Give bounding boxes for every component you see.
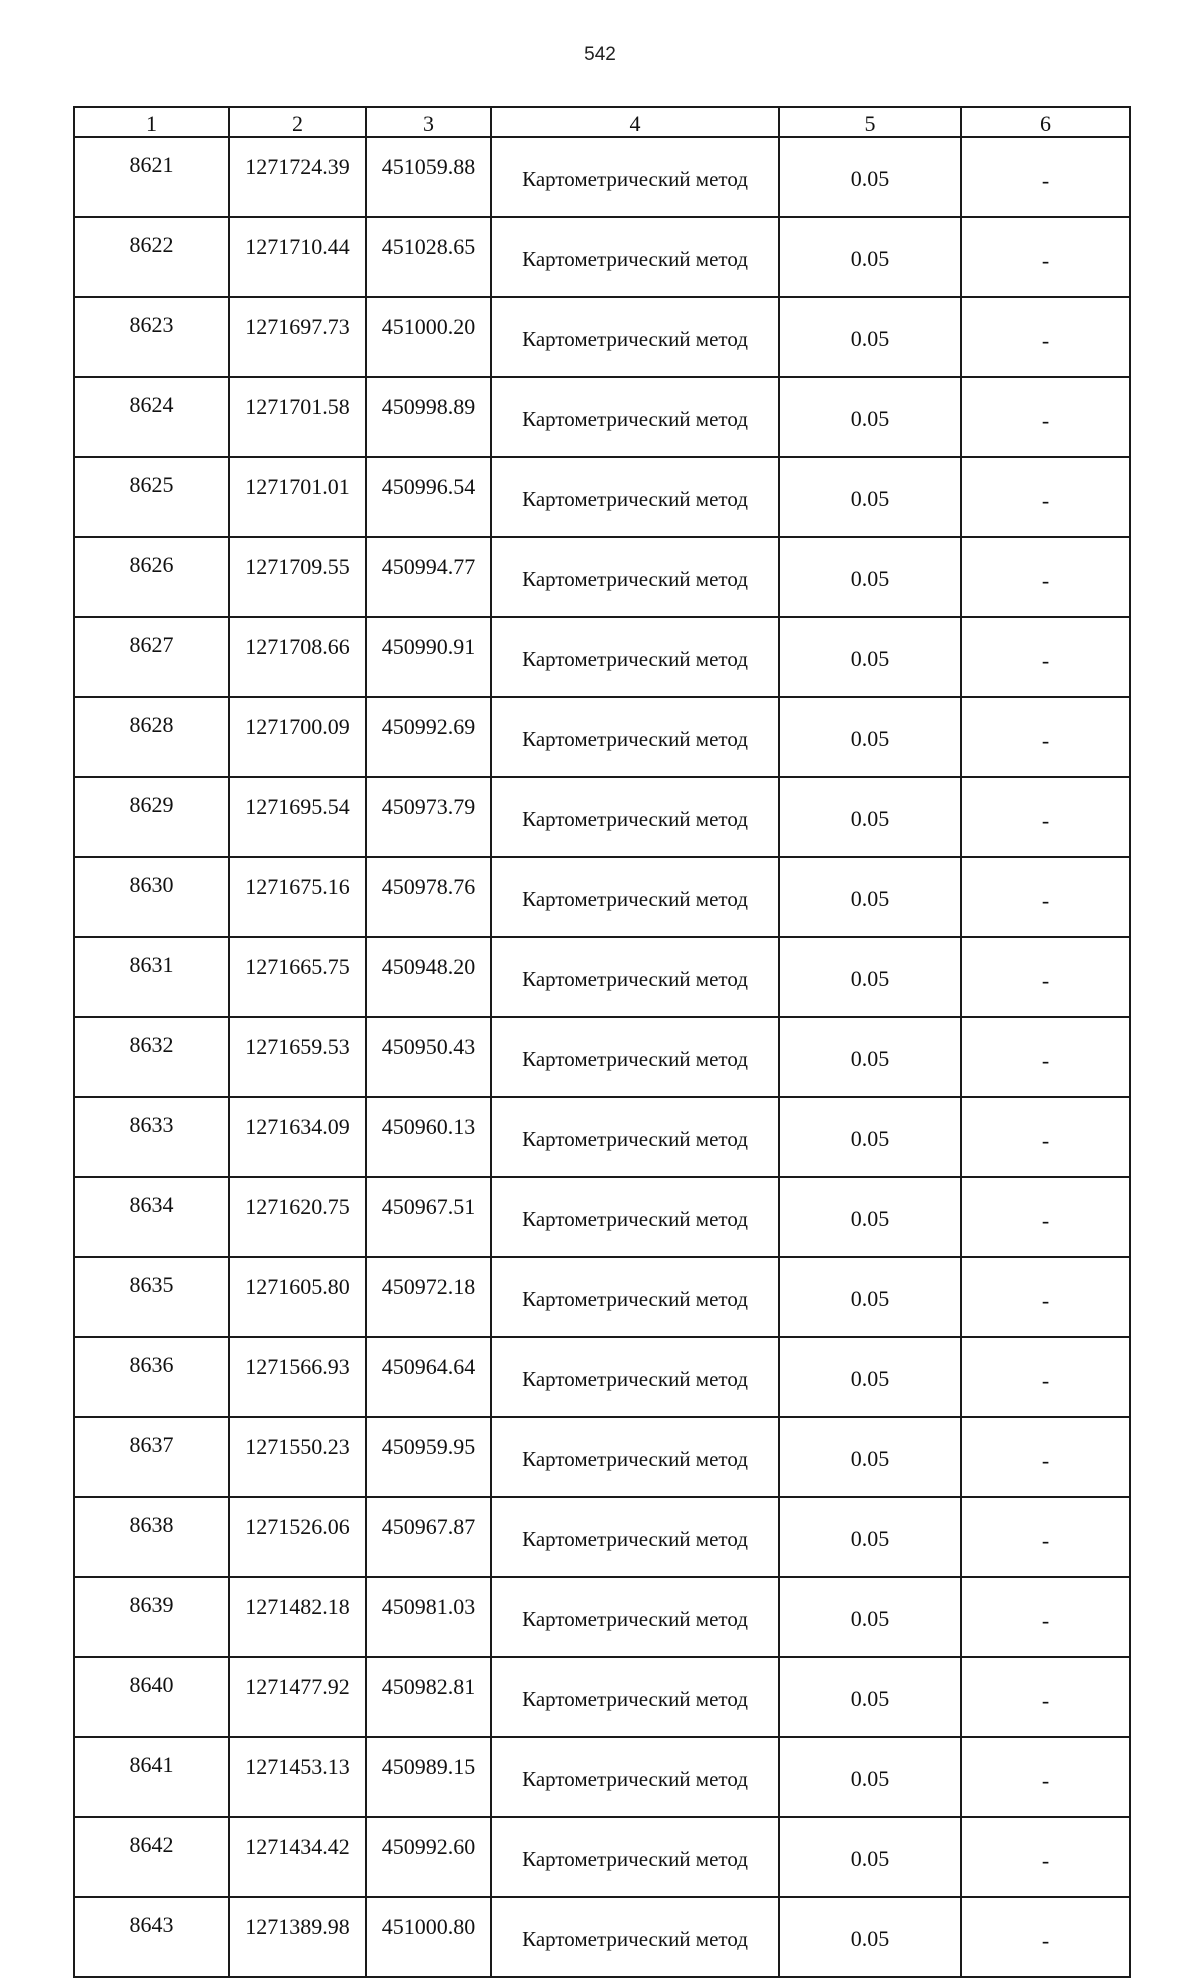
method-cell: Картометрический метод bbox=[491, 777, 779, 857]
x-coordinate-cell: 1271701.58 bbox=[229, 377, 366, 457]
table-row bbox=[74, 1417, 1130, 1497]
note-cell: - bbox=[961, 1737, 1130, 1817]
note-cell: - bbox=[961, 1657, 1130, 1737]
accuracy-cell: 0.05 bbox=[779, 777, 961, 857]
note-cell: - bbox=[961, 377, 1130, 457]
coordinates-table bbox=[73, 106, 1131, 1978]
accuracy-cell: 0.05 bbox=[779, 377, 961, 457]
y-coordinate-cell: 450992.60 bbox=[366, 1817, 491, 1897]
method-cell: Картометрический метод bbox=[491, 137, 779, 217]
method-cell: Картометрический метод bbox=[491, 937, 779, 1017]
table-row bbox=[74, 1017, 1130, 1097]
point-number-cell: 8632 bbox=[74, 1017, 229, 1097]
x-coordinate-cell: 1271659.53 bbox=[229, 1017, 366, 1097]
table-row bbox=[74, 697, 1130, 777]
y-coordinate-cell: 450982.81 bbox=[366, 1657, 491, 1737]
note-cell: - bbox=[961, 1817, 1130, 1897]
table-row bbox=[74, 457, 1130, 537]
method-cell: Картометрический метод bbox=[491, 457, 779, 537]
x-coordinate-cell: 1271477.92 bbox=[229, 1657, 366, 1737]
x-coordinate-cell: 1271482.18 bbox=[229, 1577, 366, 1657]
note-cell: - bbox=[961, 137, 1130, 217]
y-coordinate-cell: 450972.18 bbox=[366, 1257, 491, 1337]
point-number-cell: 8634 bbox=[74, 1177, 229, 1257]
y-coordinate-cell: 450964.64 bbox=[366, 1337, 491, 1417]
table-row bbox=[74, 217, 1130, 297]
y-coordinate-cell: 450996.54 bbox=[366, 457, 491, 537]
note-cell: - bbox=[961, 1257, 1130, 1337]
x-coordinate-cell: 1271695.54 bbox=[229, 777, 366, 857]
method-cell: Картометрический метод bbox=[491, 1737, 779, 1817]
point-number-cell: 8640 bbox=[74, 1657, 229, 1737]
accuracy-cell: 0.05 bbox=[779, 1017, 961, 1097]
table-row bbox=[74, 1177, 1130, 1257]
note-cell: - bbox=[961, 1017, 1130, 1097]
method-cell: Картометрический метод bbox=[491, 297, 779, 377]
point-number-cell: 8629 bbox=[74, 777, 229, 857]
accuracy-cell: 0.05 bbox=[779, 1177, 961, 1257]
method-cell: Картометрический метод bbox=[491, 1657, 779, 1737]
point-number-cell: 8628 bbox=[74, 697, 229, 777]
accuracy-cell: 0.05 bbox=[779, 1497, 961, 1577]
x-coordinate-cell: 1271665.75 bbox=[229, 937, 366, 1017]
method-cell: Картометрический метод bbox=[491, 1817, 779, 1897]
method-cell: Картометрический метод bbox=[491, 1257, 779, 1337]
accuracy-cell: 0.05 bbox=[779, 1417, 961, 1497]
table-row bbox=[74, 377, 1130, 457]
table-row bbox=[74, 1497, 1130, 1577]
y-coordinate-cell: 450967.51 bbox=[366, 1177, 491, 1257]
table-row bbox=[74, 297, 1130, 377]
note-cell: - bbox=[961, 1097, 1130, 1177]
method-cell: Картометрический метод bbox=[491, 1897, 779, 1977]
table-row bbox=[74, 537, 1130, 617]
header-col-4: 4 bbox=[491, 107, 779, 137]
y-coordinate-cell: 450948.20 bbox=[366, 937, 491, 1017]
table-row bbox=[74, 1097, 1130, 1177]
accuracy-cell: 0.05 bbox=[779, 217, 961, 297]
point-number-cell: 8635 bbox=[74, 1257, 229, 1337]
x-coordinate-cell: 1271634.09 bbox=[229, 1097, 366, 1177]
x-coordinate-cell: 1271526.06 bbox=[229, 1497, 366, 1577]
note-cell: - bbox=[961, 1177, 1130, 1257]
point-number-cell: 8630 bbox=[74, 857, 229, 937]
y-coordinate-cell: 450989.15 bbox=[366, 1737, 491, 1817]
header-col-5: 5 bbox=[779, 107, 961, 137]
method-cell: Картометрический метод bbox=[491, 537, 779, 617]
y-coordinate-cell: 450959.95 bbox=[366, 1417, 491, 1497]
x-coordinate-cell: 1271697.73 bbox=[229, 297, 366, 377]
method-cell: Картометрический метод bbox=[491, 1577, 779, 1657]
x-coordinate-cell: 1271710.44 bbox=[229, 217, 366, 297]
note-cell: - bbox=[961, 857, 1130, 937]
header-col-1: 1 bbox=[74, 107, 229, 137]
point-number-cell: 8623 bbox=[74, 297, 229, 377]
x-coordinate-cell: 1271389.98 bbox=[229, 1897, 366, 1977]
x-coordinate-cell: 1271724.39 bbox=[229, 137, 366, 217]
note-cell: - bbox=[961, 457, 1130, 537]
x-coordinate-cell: 1271550.23 bbox=[229, 1417, 366, 1497]
table-row bbox=[74, 137, 1130, 217]
point-number-cell: 8639 bbox=[74, 1577, 229, 1657]
header-col-2: 2 bbox=[229, 107, 366, 137]
point-number-cell: 8622 bbox=[74, 217, 229, 297]
table-row bbox=[74, 937, 1130, 1017]
y-coordinate-cell: 450990.91 bbox=[366, 617, 491, 697]
y-coordinate-cell: 450950.43 bbox=[366, 1017, 491, 1097]
header-row bbox=[74, 107, 1130, 137]
table-row bbox=[74, 617, 1130, 697]
point-number-cell: 8627 bbox=[74, 617, 229, 697]
note-cell: - bbox=[961, 617, 1130, 697]
method-cell: Картометрический метод bbox=[491, 1417, 779, 1497]
x-coordinate-cell: 1271708.66 bbox=[229, 617, 366, 697]
accuracy-cell: 0.05 bbox=[779, 1817, 961, 1897]
note-cell: - bbox=[961, 537, 1130, 617]
accuracy-cell: 0.05 bbox=[779, 1897, 961, 1977]
point-number-cell: 8641 bbox=[74, 1737, 229, 1817]
accuracy-cell: 0.05 bbox=[779, 697, 961, 777]
table-row bbox=[74, 1897, 1130, 1977]
y-coordinate-cell: 450978.76 bbox=[366, 857, 491, 937]
method-cell: Картометрический метод bbox=[491, 217, 779, 297]
table-row bbox=[74, 857, 1130, 937]
method-cell: Картометрический метод bbox=[491, 1337, 779, 1417]
method-cell: Картометрический метод bbox=[491, 1177, 779, 1257]
point-number-cell: 8636 bbox=[74, 1337, 229, 1417]
y-coordinate-cell: 450992.69 bbox=[366, 697, 491, 777]
note-cell: - bbox=[961, 1497, 1130, 1577]
method-cell: Картометрический метод bbox=[491, 697, 779, 777]
page-number: 542 bbox=[584, 44, 616, 65]
point-number-cell: 8624 bbox=[74, 377, 229, 457]
y-coordinate-cell: 451000.20 bbox=[366, 297, 491, 377]
note-cell: - bbox=[961, 217, 1130, 297]
table-row bbox=[74, 777, 1130, 857]
y-coordinate-cell: 451059.88 bbox=[366, 137, 491, 217]
point-number-cell: 8637 bbox=[74, 1417, 229, 1497]
note-cell: - bbox=[961, 1337, 1130, 1417]
point-number-cell: 8638 bbox=[74, 1497, 229, 1577]
note-cell: - bbox=[961, 937, 1130, 1017]
accuracy-cell: 0.05 bbox=[779, 1337, 961, 1417]
accuracy-cell: 0.05 bbox=[779, 137, 961, 217]
table-header bbox=[74, 107, 1130, 137]
accuracy-cell: 0.05 bbox=[779, 1737, 961, 1817]
table-body bbox=[74, 137, 1130, 1977]
y-coordinate-cell: 451028.65 bbox=[366, 217, 491, 297]
accuracy-cell: 0.05 bbox=[779, 457, 961, 537]
table-row bbox=[74, 1737, 1130, 1817]
x-coordinate-cell: 1271434.42 bbox=[229, 1817, 366, 1897]
table-row bbox=[74, 1817, 1130, 1897]
x-coordinate-cell: 1271453.13 bbox=[229, 1737, 366, 1817]
method-cell: Картометрический метод bbox=[491, 377, 779, 457]
note-cell: - bbox=[961, 1897, 1130, 1977]
y-coordinate-cell: 450973.79 bbox=[366, 777, 491, 857]
point-number-cell: 8642 bbox=[74, 1817, 229, 1897]
method-cell: Картометрический метод bbox=[491, 617, 779, 697]
note-cell: - bbox=[961, 1577, 1130, 1657]
y-coordinate-cell: 450981.03 bbox=[366, 1577, 491, 1657]
method-cell: Картометрический метод bbox=[491, 1097, 779, 1177]
note-cell: - bbox=[961, 1417, 1130, 1497]
y-coordinate-cell: 451000.80 bbox=[366, 1897, 491, 1977]
x-coordinate-cell: 1271700.09 bbox=[229, 697, 366, 777]
note-cell: - bbox=[961, 297, 1130, 377]
y-coordinate-cell: 450994.77 bbox=[366, 537, 491, 617]
accuracy-cell: 0.05 bbox=[779, 1097, 961, 1177]
accuracy-cell: 0.05 bbox=[779, 1257, 961, 1337]
accuracy-cell: 0.05 bbox=[779, 297, 961, 377]
point-number-cell: 8625 bbox=[74, 457, 229, 537]
table-row bbox=[74, 1577, 1130, 1657]
coordinates-table-container bbox=[73, 106, 1129, 1978]
header-col-6: 6 bbox=[961, 107, 1130, 137]
note-cell: - bbox=[961, 697, 1130, 777]
x-coordinate-cell: 1271620.75 bbox=[229, 1177, 366, 1257]
table-row bbox=[74, 1337, 1130, 1417]
point-number-cell: 8631 bbox=[74, 937, 229, 1017]
accuracy-cell: 0.05 bbox=[779, 857, 961, 937]
point-number-cell: 8626 bbox=[74, 537, 229, 617]
table-row bbox=[74, 1657, 1130, 1737]
y-coordinate-cell: 450998.89 bbox=[366, 377, 491, 457]
header-col-3: 3 bbox=[366, 107, 491, 137]
y-coordinate-cell: 450967.87 bbox=[366, 1497, 491, 1577]
point-number-cell: 8643 bbox=[74, 1897, 229, 1977]
x-coordinate-cell: 1271701.01 bbox=[229, 457, 366, 537]
x-coordinate-cell: 1271605.80 bbox=[229, 1257, 366, 1337]
accuracy-cell: 0.05 bbox=[779, 937, 961, 1017]
method-cell: Картометрический метод bbox=[491, 857, 779, 937]
x-coordinate-cell: 1271709.55 bbox=[229, 537, 366, 617]
point-number-cell: 8621 bbox=[74, 137, 229, 217]
point-number-cell: 8633 bbox=[74, 1097, 229, 1177]
accuracy-cell: 0.05 bbox=[779, 537, 961, 617]
x-coordinate-cell: 1271675.16 bbox=[229, 857, 366, 937]
x-coordinate-cell: 1271566.93 bbox=[229, 1337, 366, 1417]
method-cell: Картометрический метод bbox=[491, 1017, 779, 1097]
accuracy-cell: 0.05 bbox=[779, 1577, 961, 1657]
note-cell: - bbox=[961, 777, 1130, 857]
accuracy-cell: 0.05 bbox=[779, 1657, 961, 1737]
y-coordinate-cell: 450960.13 bbox=[366, 1097, 491, 1177]
accuracy-cell: 0.05 bbox=[779, 617, 961, 697]
table-row bbox=[74, 1257, 1130, 1337]
method-cell: Картометрический метод bbox=[491, 1497, 779, 1577]
